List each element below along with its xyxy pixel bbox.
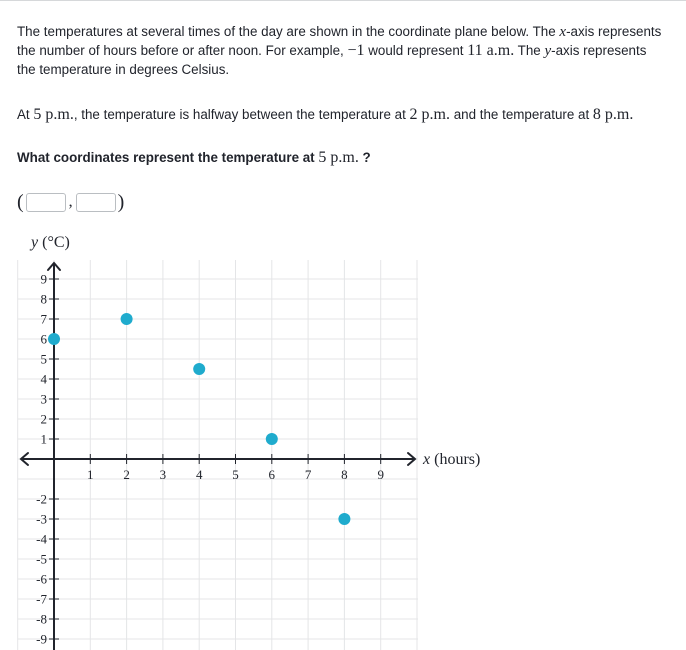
y-tick-label: -5	[36, 551, 47, 567]
grid	[18, 260, 418, 650]
question-prompt	[17, 149, 667, 168]
x-axis-label	[422, 451, 480, 468]
x-coordinate-input[interactable]	[26, 193, 66, 212]
math-2pm: 2 p.m.	[409, 106, 450, 123]
data-point	[48, 333, 60, 345]
data-point	[266, 433, 278, 445]
close-paren: )	[117, 191, 125, 213]
y-tick-label: 2	[40, 411, 47, 427]
data-point	[338, 513, 350, 525]
open-paren: (	[17, 191, 24, 213]
condition-text-2: , the temperature is halfway between the temperature at	[73, 107, 410, 122]
x-tick-label: 3	[159, 467, 167, 482]
data-point	[193, 363, 205, 375]
y-tick-label: 5	[40, 351, 47, 367]
comma: ,	[68, 193, 73, 210]
y-tick-label: 9	[40, 271, 47, 287]
x-tick-label: 2	[123, 467, 130, 482]
math-11am: 11 a.m.	[467, 41, 515, 59]
answer-coordinates	[17, 190, 124, 214]
intro-text-2: -axis represents the number of hours before or after noon. For example,	[17, 24, 662, 58]
math-y: y	[544, 42, 552, 59]
x-axis-var: x	[423, 451, 431, 468]
x-tick-label: 8	[341, 467, 348, 482]
top-divider	[0, 0, 686, 1]
y-tick-label: 6	[40, 331, 47, 347]
y-tick-label: -7	[36, 591, 47, 607]
x-tick-label: 6	[268, 467, 276, 482]
math-5pm: 5 p.m.	[33, 106, 74, 123]
x-tick-label: 5	[232, 467, 239, 482]
question-condition	[17, 106, 682, 125]
math-8pm: 8 p.m.	[592, 106, 634, 123]
y-tick-label: -3	[36, 511, 47, 527]
math-neg-one: −1	[347, 41, 365, 59]
y-tick-label: -6	[36, 571, 47, 587]
x-tick-label: 7	[304, 467, 312, 482]
y-tick-label: -2	[36, 491, 47, 507]
x-tick-label: 9	[377, 467, 384, 482]
y-tick-label: -4	[36, 531, 47, 547]
condition-text-1: At	[17, 107, 34, 122]
math-x: x	[559, 24, 567, 40]
condition-text-3: and the temperature at	[449, 107, 593, 122]
y-tick-label: -8	[36, 611, 47, 627]
intro-text-5: -axis represents the temperature in degrees Celsius.	[17, 42, 647, 77]
intro-text-1: The temperatures at several times of the day are shown in the coordinate plane below. The	[17, 24, 560, 39]
coordinate-plane	[0, 230, 686, 650]
y-coordinate-input[interactable]	[76, 193, 116, 212]
y-tick-label: -9	[36, 631, 47, 647]
y-axis-var: y	[31, 234, 39, 251]
y-tick-label: 4	[40, 371, 47, 387]
y-tick-label: 7	[40, 311, 47, 327]
x-axis-unit: (hours)	[430, 451, 481, 468]
intro-text-3: would represent	[364, 42, 468, 58]
question-intro	[17, 23, 667, 79]
data-point	[121, 313, 133, 325]
y-axis-label	[29, 234, 70, 251]
y-tick-label: 3	[40, 391, 47, 407]
axes	[21, 263, 415, 650]
y-tick-label: 1	[40, 431, 47, 447]
y-axis-unit: (°C)	[38, 234, 70, 251]
x-tick-label: 4	[195, 467, 203, 482]
math-5pm-prompt: 5 p.m.	[318, 149, 359, 166]
prompt-text-1: What coordinates represent the temperature at	[17, 150, 319, 165]
prompt-text-2: ?	[358, 150, 371, 165]
x-tick-label: 1	[87, 467, 94, 482]
y-tick-label: 8	[40, 291, 47, 307]
intro-text-4: The	[514, 42, 545, 58]
